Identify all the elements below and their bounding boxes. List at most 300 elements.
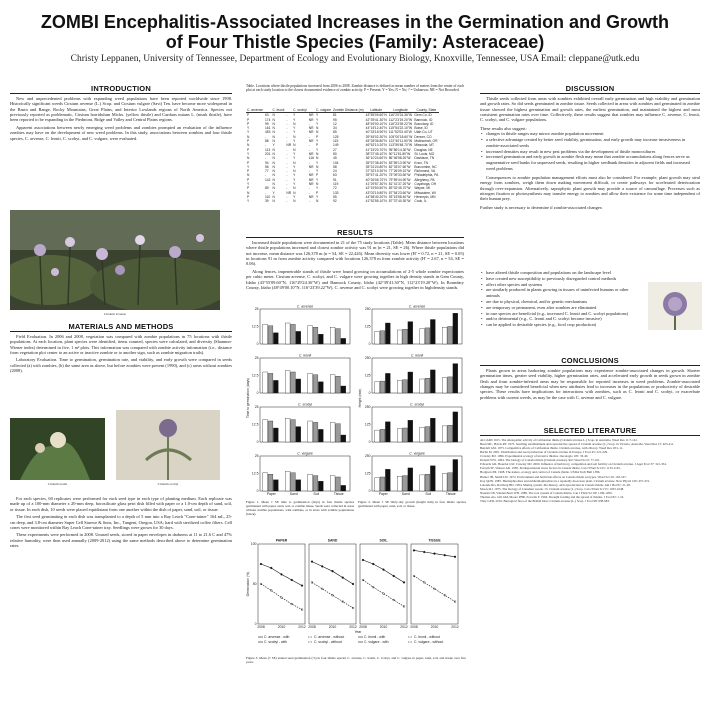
table-cell: P [315, 143, 319, 148]
author-line: Christy Leppanen, University of Tennessee, Department of Ecology and Evolutionary Biology, Knoxville, Tennessee, USA Email: cleppane@utk.edu [70, 54, 640, 64]
reference-entry: Moore RJ. 1975. The biology of Canadian weeds. 13. Cirsium arvense (L.) Scop. Can J Plant Sci 55: 1033-1048. [480, 486, 624, 491]
panel-frame [258, 544, 305, 624]
table-cell: 38°37'45.10"N [365, 151, 387, 156]
table-cell: - [286, 126, 288, 131]
table-cell: 72 [333, 186, 337, 191]
bar [318, 429, 323, 442]
table-cell: Y [293, 130, 296, 135]
discussion-bullet: • changes in thistle ranges may mirror zombie population movement [480, 131, 700, 137]
table-cell: N [272, 186, 275, 191]
bar [330, 476, 335, 491]
y-tick-label: 12.5 [251, 471, 259, 476]
table-row [246, 199, 439, 203]
figure1-caption-block [246, 500, 354, 516]
table-cell: - [264, 134, 267, 139]
table-cell: 133 [333, 190, 339, 195]
table-cell: N [293, 199, 296, 204]
table-cell: N [272, 134, 275, 139]
panel-title: C. scobyi [298, 402, 312, 407]
discussion-paragraph-3: Further study is necessary to determine if zombie-associated changes: [480, 204, 603, 210]
photo2-caption-a: Cirsium leonii [47, 482, 68, 486]
table-caption: Table. Locations where thistle populations increased from 2006 to 2008. Zombie distance is defined as mean number of meters from the center of each plot at each study location to the closest documented evidence of zombie activity. P = Present; Y = Yes; N = No; ? = Unknown; NR = Not Recorded. [246, 84, 464, 93]
table-cell: - [286, 199, 288, 204]
table-cell: Y [293, 126, 296, 131]
table-cell: NR [308, 151, 314, 156]
methods-paragraph-4: The first seed germinating in each dish was transplanted to a depth of 5 mm into a Ray Leach "Cone-tainer" 164 mL, 25-cm deep, and 3.8-cm diameter Super Cell Stuewe & Sons, Inc., Tangent, Oregon, USA; hard with sterilized coffee filters. Cell cones were monitored within Ray Leach Cone-tainer tray. Seedlings were grown for 30 days. [10, 514, 232, 531]
locations-table-wrap [246, 108, 464, 224]
table-cell: Y [247, 130, 250, 135]
further-study-bullet: • are similarly produced in plants growing in tissues of uninfected humans or other animals [480, 287, 640, 299]
methods-paragraph-5: These experiments were performed in 2008. Unused seeds, stored in paper envelopes in darkness at 11 to 21.6 C and 47% relative humidity, were then used annually (2009-2012) using the same methods described above to determine germination rates. [10, 532, 232, 549]
table-cell: Y [247, 151, 250, 156]
locations-table [246, 108, 439, 204]
x-tick-label: 2008 [308, 625, 316, 629]
table-cell: 113 [264, 147, 271, 152]
bar [453, 313, 458, 344]
table-cell: 45°28'36.80"N [365, 139, 387, 144]
cirsium-scobyi-photo [116, 410, 220, 480]
table-cell: 86°46'58.20"W [388, 156, 411, 161]
table-cell: N [315, 151, 319, 156]
table-cell: 43°02'19.80"N [365, 190, 387, 195]
table-cell: 104 [333, 160, 339, 165]
table-caption-block [246, 84, 464, 93]
table-cell: - [308, 143, 310, 148]
materials-heading: MATERIALS AND METHODS [68, 322, 174, 331]
table-cell: 149 [333, 143, 339, 148]
x-tick-label: 2010 [430, 625, 439, 629]
reference-entry: Donald WW. 1994. The biology of Canada thistle (Cirsium arvense). Rev Weed Sci 6: 77-101. [480, 458, 601, 463]
table-cell: NR [308, 130, 314, 135]
table-cell: Y [293, 182, 296, 187]
methods-paragraph-1: Field Evaluation. In 2006 and 2008, vegetation was compared with zombie populations in 75 locations with thistle populations. At each location, plant species were identified, items counted, species were calculated, and diversity (Shannon-Wiener index) determined in five, 1 m² plots. This information was compared with zombie activity information (i.e., distance from vegetation plot center to an active or inactive zombie or to another sign, such as zombie migration trails). [10, 333, 232, 355]
methods-paragraph-2: Laboratory Evaluation. Time to germination, germination rate, and viability, and early growth were compared in seeds collected (a) with zombies, (b) the same area as above, but before zombies were present (1990), and (c) areas without zombies (2008). [10, 357, 233, 374]
table-cell: 99 [264, 121, 269, 126]
bar [408, 420, 413, 442]
table-cell: 89 [264, 186, 269, 191]
table-cell: 95°56'14.30"W [388, 147, 411, 152]
bar [385, 323, 390, 344]
table-cell: 119 [333, 182, 339, 187]
table-cell: P [315, 173, 319, 178]
table-cell: 174 [264, 117, 271, 122]
introduction-heading: INTRODUCTION [91, 84, 151, 93]
table-cell: N [315, 130, 319, 135]
table-cell: 12 [333, 121, 337, 126]
table-cell: 43°55'09.60"N [365, 113, 387, 118]
literature-section [480, 426, 700, 503]
table-cell: - [308, 134, 310, 139]
table-cell: 122°40'11.50"W [388, 139, 413, 144]
table-cell: N [272, 156, 275, 161]
y-tick-label: 125 [364, 373, 371, 378]
table-cell: - [308, 169, 310, 174]
table-cell: Buncombe, NC [414, 164, 437, 169]
table-cell: Gem Co, ID [414, 113, 432, 118]
table-cell: St. Louis, MO [414, 151, 435, 156]
bar [430, 370, 435, 393]
table-cell: P [247, 186, 250, 191]
table-cell: N [315, 182, 319, 187]
table-cell: P [247, 113, 250, 118]
table-cell: 40°33'18.90"N [365, 130, 387, 135]
bar [313, 476, 318, 491]
discussion-bullet: • a selective advantage created by better seed viability, germination, and early growth may increase invasiveness in zombie-associated seeds [480, 137, 700, 149]
y-tick-label: 0 [368, 391, 371, 396]
table-cell: N [272, 177, 275, 182]
further-study-bullet: • are due to physical, chemical, and/or genetic mechanisms [480, 299, 640, 305]
table-cell: 39 [264, 199, 269, 204]
panel-title: C. vulgare [409, 451, 425, 456]
table-cell: N [272, 182, 275, 187]
bar [285, 471, 290, 491]
figure2-chart [358, 300, 466, 496]
bar [263, 473, 268, 491]
table-cell: Y [247, 182, 250, 187]
table-cell: 35°57'38.40"N [365, 160, 387, 165]
x-tick-label: 2010 [328, 625, 337, 629]
table-cell: NR [308, 164, 314, 169]
figure2-caption-block [358, 500, 466, 508]
reference-entry: Lalonde RG, Roitberg BD. 1994. Mating system, life-history, and reproduction in Canada thistle. Am J Bot 81: 21-28. [480, 482, 631, 487]
bar [296, 379, 301, 393]
methods-paragraph-3: For each species, 60 replicates were performed for each seed type in each type of planting medium. Each replicate was made up of a 100-mm diameter x 20-mm deep, borosilicate glass petri dish filled with paper or a 1.0-cm depth of sand, soil, or tissue. In each dish, 10 seeds were placed equidistant from one another within the dish of paper, sand, soil, or tissue. [10, 496, 232, 512]
bar [453, 412, 458, 442]
table-cell: 27 [333, 147, 337, 152]
x-tick-label: 2010 [277, 625, 286, 629]
bar [380, 477, 385, 491]
y-tick-label: 125 [364, 422, 371, 427]
table-cell: Y [315, 121, 319, 126]
bar [385, 469, 390, 491]
legend-entry: C. vulgare - with [364, 640, 389, 644]
reference-entry: Forsyth SF, Watson AK. 1985. Predispositional stress factors in Canada thistle. Can J Plant Sci 65: 1133-1145. [480, 466, 621, 471]
table-cell: Y [293, 164, 296, 169]
bar [430, 418, 435, 442]
bar [263, 372, 268, 393]
bar [425, 328, 430, 344]
table-cell: N [293, 134, 296, 139]
bar [291, 420, 296, 442]
table-header-cell: Latitude [365, 108, 388, 113]
bar [408, 322, 413, 344]
bar [285, 371, 290, 393]
panel-title: SAND [327, 538, 338, 543]
table-cell: - [286, 121, 288, 126]
reference-entry: Hodgson JM. 1968. The nature, ecology and control of Canada thistle. USDA Tech Bull 1386. [480, 470, 601, 475]
x-tick-label: Soil [425, 492, 432, 496]
reference-entry: ALCAMI 1915. The allelopathic activity of Californian thistle (Cirsium arvense L.) Scop. in Australia. Weed Res 11:7-141. [480, 437, 638, 442]
bar [380, 381, 385, 393]
results-section [246, 228, 464, 290]
table-cell: 93°15'58.40"W [388, 194, 411, 199]
table-cell: NR [308, 126, 314, 131]
table-cell: - [286, 160, 288, 165]
y-tick-label: 0 [256, 391, 259, 396]
table-cell: Y [272, 143, 275, 148]
table-cell: N [272, 199, 275, 204]
x-tick-label: 2008 [410, 625, 418, 629]
reference-entry: Thomas AG, Gill AM, Moore PHR, Forcella F. 1994. Drought feeding and the spread of thistles. J Ecol 82: 1-16. [480, 495, 625, 499]
panel-frame [309, 544, 356, 624]
table-cell: 88 [264, 139, 269, 144]
table-cell: - [286, 186, 288, 191]
bar [268, 421, 273, 442]
reference-list [480, 438, 700, 504]
bar [425, 427, 430, 442]
bar [308, 326, 313, 344]
y-tick-label: 25 [254, 356, 259, 361]
panel-title: SOIL [379, 538, 388, 543]
bar [448, 425, 453, 442]
table-cell: - [308, 147, 310, 152]
table-cell: Y [315, 113, 319, 118]
bar [318, 334, 323, 344]
y-tick-label: 250 [364, 405, 371, 410]
x-tick-label: 2010 [379, 625, 388, 629]
table-cell: Knox, TN [414, 160, 429, 165]
bar [420, 427, 425, 442]
table-cell: 79°59'44.90"W [388, 177, 411, 182]
table-cell: Y [315, 117, 319, 122]
table-cell: - [264, 190, 267, 195]
table-cell: Y [293, 194, 296, 199]
table-cell: 112°23'19.20"W [388, 117, 413, 122]
table-cell: 45 [333, 156, 337, 161]
table-cell: 77 [264, 169, 269, 174]
bar [308, 373, 313, 393]
x-tick-label: 2008 [359, 625, 367, 629]
figure2-panels [358, 300, 466, 496]
cirsium-leonii-photo [10, 418, 105, 480]
table-cell: N [293, 147, 296, 152]
bar [375, 430, 380, 442]
table-cell: 116°29'24.36"W [388, 113, 413, 118]
table-cell: N [315, 126, 319, 131]
legend-entry: C. leonii - with [364, 635, 386, 639]
discussion-bullet-list [480, 131, 700, 172]
figure3-chart [246, 534, 466, 654]
bar [341, 386, 346, 393]
table-header-cell: Zombie Distance (m) [333, 108, 364, 112]
table-cell: - [308, 160, 310, 165]
y-tick-label: 0 [256, 342, 259, 347]
table-cell: 87°54'23.60"W [388, 190, 411, 195]
intro-paragraph-2: Apparent associations between newly emerging weed problems and zombies prompted an evaluation of the influence zombies may have on the development of new weed problems. In this study, associations between zombies and four thistle species, C. arvense, C. leonii, C. scobyi, and C. vulgare, were evaluated. [10, 124, 232, 141]
heading-rule [10, 93, 232, 94]
figure2-caption: Figure 2. Mean ± SE thirty-day growth (height mm) in four thistle species germinated with paper, sand, soil, or tissue. [358, 500, 466, 508]
table-cell: Y [293, 156, 296, 161]
table-header-cell: County, State [413, 108, 439, 113]
table-cell: N [272, 147, 275, 152]
bar [296, 331, 301, 344]
table-cell: - [286, 164, 288, 169]
table-cell: Cuyahoga, OH [414, 182, 437, 187]
y-tick-label: 12.5 [251, 422, 259, 427]
bar [268, 326, 273, 344]
table-cell: - [286, 117, 288, 122]
table-cell: 105°00'18.60"W [388, 134, 413, 139]
reference-entry: Edwards GR, Bourdot GW, Crawley MJ. 2000. Influence of herbivory, competition and soil fertility on Cirsium arvense. J Appl Ecol 37: 321-334. [480, 462, 667, 467]
reference-entry: Kay QON. 1985. Hermaphrodites and subhermaphrodites in a reputedly dioecious plant, Cirsium arvense. New Phytol 100: 457-472. [480, 478, 650, 483]
table-cell: NR [286, 143, 292, 148]
x-tick-label: Tissue [445, 492, 456, 496]
table-cell: Douglas, NE [414, 147, 433, 152]
table-cell: Y [315, 194, 319, 199]
table-cell: N [272, 164, 275, 169]
bar [336, 477, 341, 491]
table-cell: 41°52'55.10"N [365, 199, 387, 204]
table-cell: 44°58'40.20"N [365, 194, 387, 199]
table-cell: Y [315, 177, 319, 182]
table-cell: 63 [333, 173, 337, 178]
table-cell: - [286, 134, 288, 139]
reference-entry: Bean MC, Harris RT. 1975. Seedling establishment and reproductive spread of Cirsium arvense (L.) Scop. in Victoria, Australia. Weed Res 15: 405-411. [480, 441, 675, 446]
figure1-panels [246, 300, 354, 496]
results-paragraph-1: Increased thistle populations were documented in 21 of the 75 study locations (Table). Mean distance between locations where thistle populations increased and closest zombie activity was 91 m (n = 21, SE = 26). Where thistle populations did not increase, mean distance was 126,378 m (n = 54, SE = 22,426). Mean diversity was lower (H' = 0.72, n = 21, SE = 0.05) in locations 91 m from zombie activity compared with locations 126,378 m from zombie activity (H' = 2.67, n = 54, SE = 0.06). [246, 239, 464, 267]
bar [273, 380, 278, 393]
table-cell: - [308, 190, 310, 195]
materials-section [10, 322, 232, 374]
table-cell: N [293, 169, 296, 174]
bar [273, 480, 278, 491]
y-tick-label: 25 [254, 454, 259, 459]
heading-rule [480, 435, 700, 436]
table-cell: 85 [333, 130, 337, 135]
table-cell: 201 [264, 151, 271, 156]
table-cell: 56 [264, 164, 269, 169]
table-cell: - [286, 147, 288, 152]
table-cell: 116 [308, 156, 314, 161]
table-cell: - [286, 173, 288, 178]
cirsium-leonii-illustration [10, 418, 105, 480]
table-cell: - [264, 143, 267, 148]
table-cell: 111°52'03.40"W [388, 130, 412, 135]
y-tick-label: 0 [368, 489, 371, 494]
table-cell: N [247, 143, 250, 148]
table-cell: Y [315, 169, 319, 174]
table-cell: 37°32'19.30"N [365, 169, 387, 174]
table-cell: 91 [333, 177, 337, 182]
results-paragraph-2: Along fences, impenetrable stands of thistle were found growing on accumulations of 2-5 whole zombie expectorates per cubic meter. Cirsium arvense, C. scobyi, and C. vulgare were growing together in high density stands in Gem County, Idaho (43°55'09.60"N, 116°29'24.36"W) and Bannock County, Idaho (42°39'41.30"N, 112°23'19.20"W). In Boundary County, Idaho (48°49'00.10"N, 116°23'39.22"W), C. arvense and C. scobyi were growing together in highdensity stands. [246, 268, 464, 290]
further-study-bullet: • have altered thistle composition and populations on the landscape level [480, 270, 640, 276]
reference-entry: Bendall GM. 1975. Competitive effects of Californian thistle. Cirsium arvense, with chicory. Weed Res 18:1-11. [480, 445, 624, 450]
bar [313, 422, 318, 442]
bar [318, 382, 323, 393]
panel-frame [360, 544, 407, 624]
bar [442, 474, 447, 492]
table-cell: P [315, 134, 319, 139]
table-header-cell: C. arvense [247, 108, 263, 112]
figure3-caption-block [246, 656, 466, 664]
table-cell: N [293, 160, 296, 165]
bar [341, 338, 346, 344]
y-tick-label: 0 [368, 342, 371, 347]
bar [425, 378, 430, 393]
conclusions-section [480, 356, 700, 400]
table-cell: Davidson, TN [414, 156, 435, 161]
reference-entry: Nadeau LB, Vanden Born WH. 1989. The root system of Canada thistle. Can J Plant Sci 69: 1199-1206. [480, 490, 613, 495]
heading-rule [10, 331, 232, 332]
introduction-section [10, 84, 232, 141]
table-header-cell: Longitude [388, 108, 414, 113]
table-cell: P [247, 169, 250, 174]
table-cell: 75°09'33.50"W [388, 173, 411, 178]
table-cell: Y [247, 199, 250, 204]
table-cell: N [272, 173, 275, 178]
bar [403, 428, 408, 442]
panel-title: C. arvense [408, 304, 426, 309]
y-axis-label: Time to germination (days) [246, 377, 250, 419]
discussion-bullet: • increased germination and early growth in zombie flesh may mean that zombie accumulations along fences serve as augmentative seed banks for unpressed seeds, resulting in higher seedbank densities in adjacent fields and increased weed problems [480, 154, 700, 171]
table-cell: N [315, 156, 319, 161]
table-cell: Y [247, 126, 250, 131]
y-tick-label: 125 [364, 471, 371, 476]
bar [285, 323, 290, 344]
bar [308, 474, 313, 491]
table-cell: - [286, 130, 288, 135]
further-study-bullet: • can be applied to desirable species (e.g., food crop production) [480, 322, 640, 328]
y-tick-label: 250 [364, 356, 371, 361]
bar [330, 422, 335, 442]
table-cell: Y [315, 147, 319, 152]
table-cell: - [286, 182, 288, 187]
further-study-block [480, 270, 640, 328]
bar [268, 373, 273, 393]
table-cell: 41°15'20.70"N [365, 147, 387, 152]
x-tick-label: 2012 [400, 625, 408, 629]
table-cell: N [247, 134, 250, 139]
figure3-panels [246, 534, 466, 654]
bar [448, 473, 453, 491]
further-study-bullet: • affect other species and systems [480, 282, 640, 288]
table-cell: N [247, 190, 250, 195]
bar [380, 331, 385, 344]
bar [397, 429, 402, 442]
x-tick-label: Soil [313, 492, 320, 496]
table-cell: 116°23'39.22"W [388, 121, 413, 126]
table-cell: P [247, 117, 250, 122]
table-cell: N [272, 151, 275, 156]
table-cell: NR [286, 190, 292, 195]
panel-title: C. vulgare [297, 451, 313, 456]
bar [375, 478, 380, 491]
table-header-cell: C. leonii [272, 108, 285, 112]
bar [420, 379, 425, 393]
table-cell: - [286, 139, 288, 144]
table-header-cell: C. vulgare [315, 108, 332, 112]
table-cell: N [272, 121, 275, 126]
x-tick-label: Paper [266, 492, 276, 496]
table-cell: N [272, 126, 275, 131]
table-cell: 58 [333, 164, 337, 169]
figure1-chart [246, 300, 354, 496]
discussion-section [480, 84, 700, 210]
y-tick-label: 12.5 [251, 324, 259, 329]
bar [420, 475, 425, 491]
table-cell: N [315, 164, 319, 169]
bar [420, 329, 425, 344]
table-cell: Y [315, 186, 319, 191]
table-cell: 48°49'00.10"N [365, 121, 387, 126]
table-cell: Y [272, 190, 275, 195]
table-cell: 42°19'53.50"N [365, 186, 387, 191]
table-cell: 83°02'45.70"W [388, 186, 411, 191]
results-heading: RESULTS [337, 228, 373, 237]
bar [403, 329, 408, 344]
table-cell: Boise, ID [414, 126, 428, 131]
table-cell: Y [293, 113, 296, 118]
